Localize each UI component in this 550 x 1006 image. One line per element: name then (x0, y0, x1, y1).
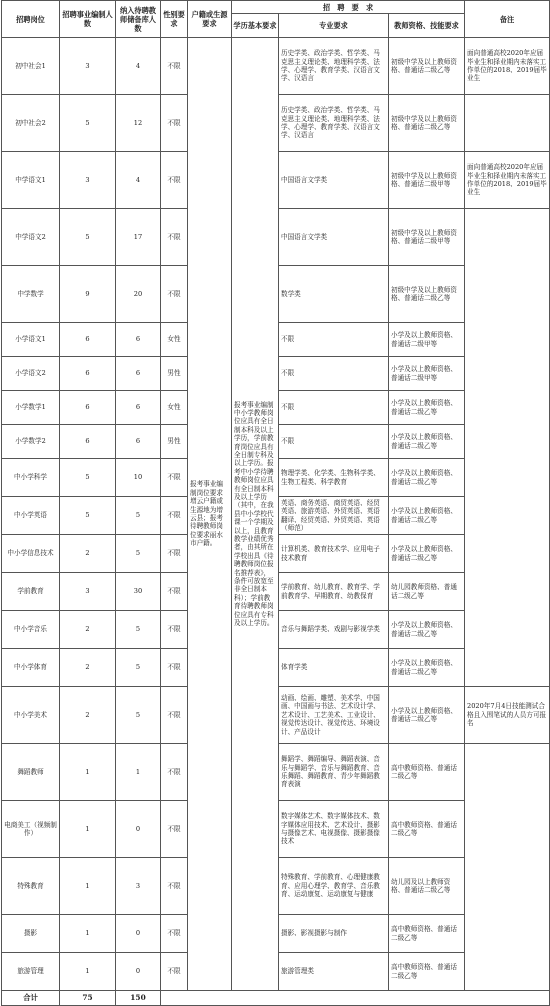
cell-reserve: 5 (116, 611, 161, 649)
cell-cert: 初级中学及以上教师资格、普通话二级乙等 (389, 38, 465, 95)
table-row (2, 38, 550, 95)
header-gender: 性别要求 (161, 1, 188, 38)
cell-major: 旅游管理类 (279, 953, 389, 991)
cell-quota: 5 (60, 209, 116, 266)
cell-quota: 3 (60, 38, 116, 95)
cell-quota: 3 (60, 152, 116, 209)
header-hukou: 户籍或生源要求 (188, 1, 232, 38)
cell-major: 计算机类、教育技术学、应用电子技术教育 (279, 535, 389, 573)
cell-post: 旅游管理 (2, 953, 60, 991)
cell-education-requirement: 报考事业编制中小学教师岗位应具有全日制本科及以上学历，学前教育岗位应具有全日制专科及以上学历。报考中小学待聘教师岗位应具有全日制本科及以上学历（其中，在我县中小学校代课一个学期及以上，且教育教学业绩优秀者，由其所在学校出具《待聘教师岗位报名推荐表》，条件可放宽至非全日制本科）；学前教育待聘教师岗位应具有专科及以上学历。 (232, 38, 279, 991)
cell-post: 中小学美术 (2, 687, 60, 744)
cell-cert: 小学及以上教师资格、普通话二级乙等 (389, 391, 465, 425)
total-reserve: 150 (116, 991, 161, 1006)
cell-quota: 5 (60, 95, 116, 152)
cell-major: 数学类 (279, 266, 389, 323)
cell-reserve: 1 (116, 744, 161, 801)
cell-gender: 不限 (161, 744, 188, 801)
cell-major: 不限 (279, 357, 389, 391)
cell-gender: 不限 (161, 858, 188, 915)
cell-post: 小学数学2 (2, 425, 60, 459)
cell-gender: 不限 (161, 801, 188, 858)
cell-reserve: 5 (116, 687, 161, 744)
cell-quota: 1 (60, 858, 116, 915)
cell-major: 舞蹈学、舞蹈编导、舞蹈表演、音乐与舞蹈学、音乐与舞蹈教育、音乐舞蹈、舞蹈教育、青少年舞蹈教育表演 (279, 744, 389, 801)
cell-cert: 小学及以上教师资格、普通话二级乙等 (389, 687, 465, 744)
cell-reserve: 0 (116, 915, 161, 953)
cell-post: 小学语文1 (2, 323, 60, 357)
cell-post: 特殊教育 (2, 858, 60, 915)
cell-quota: 2 (60, 535, 116, 573)
cell-cert: 初级中学及以上教师资格、普通话二级甲等 (389, 209, 465, 266)
cell-post: 初中社会1 (2, 38, 60, 95)
cell-quota: 6 (60, 391, 116, 425)
cell-quota: 1 (60, 953, 116, 991)
cell-post: 中学数学 (2, 266, 60, 323)
cell-note-empty (465, 744, 550, 991)
header-post: 招聘岗位 (2, 1, 60, 38)
cell-post: 小学数学1 (2, 391, 60, 425)
cell-gender: 不限 (161, 152, 188, 209)
cell-quota: 5 (60, 459, 116, 497)
cell-reserve: 4 (116, 152, 161, 209)
cell-gender: 不限 (161, 687, 188, 744)
cell-quota: 6 (60, 323, 116, 357)
header-major: 专业要求 (279, 14, 389, 38)
cell-cert: 高中教师资格、普通话二级乙等 (389, 801, 465, 858)
header-requirements-group: 招 聘 要 求 (232, 1, 465, 14)
cell-post: 中小学体育 (2, 649, 60, 687)
cell-post: 舞蹈教师 (2, 744, 60, 801)
cell-reserve: 6 (116, 323, 161, 357)
cell-major: 英语、商务英语、商贸英语、经贸英语、旅游英语、外贸英语、英语翻译、经贸英语、外贸英语、英语（师范） (279, 497, 389, 535)
cell-note-empty (465, 95, 550, 152)
cell-gender: 不限 (161, 953, 188, 991)
cell-post: 电商美工（视频制作） (2, 801, 60, 858)
cell-quota: 2 (60, 649, 116, 687)
cell-post: 初中社会2 (2, 95, 60, 152)
cell-cert: 幼儿园及以上教师资格、普通话二级乙等 (389, 858, 465, 915)
cell-cert: 小学及以上教师资格、普通话二级乙等 (389, 459, 465, 497)
cell-quota: 1 (60, 915, 116, 953)
cell-major: 摄影、影视摄影与制作 (279, 915, 389, 953)
cell-post: 学前教育 (2, 573, 60, 611)
cell-reserve: 17 (116, 209, 161, 266)
cell-gender: 不限 (161, 649, 188, 687)
cell-cert: 小学及以上教师资格、普通话二级乙等 (389, 649, 465, 687)
total-label: 合计 (2, 991, 60, 1006)
cell-note-empty (465, 209, 550, 687)
cell-major: 中国语言文学类 (279, 209, 389, 266)
cell-gender: 男性 (161, 357, 188, 391)
total-quota: 75 (60, 991, 116, 1006)
cell-gender: 不限 (161, 38, 188, 95)
cell-reserve: 30 (116, 573, 161, 611)
cell-reserve: 12 (116, 95, 161, 152)
cell-reserve: 20 (116, 266, 161, 323)
cell-major: 音乐与舞蹈学类、戏剧与影视学类 (279, 611, 389, 649)
cell-cert: 幼儿园教师资格、普通话二级乙等 (389, 573, 465, 611)
cell-quota: 9 (60, 266, 116, 323)
cell-cert: 高中教师资格、普通话二级乙等 (389, 915, 465, 953)
cell-hukou-requirement: 报考事业编制岗位要求增云户籍或生源地为增云县；报考待聘教师岗位要求丽水市户籍。 (188, 38, 232, 991)
cell-cert: 小学及以上教师资格、普通话二级乙等 (389, 497, 465, 535)
cell-gender: 女性 (161, 323, 188, 357)
cell-quota: 1 (60, 801, 116, 858)
cell-reserve: 0 (116, 953, 161, 991)
cell-major: 学前教育、幼儿教育、教育学、学前教育学、早期教育、幼教保育 (279, 573, 389, 611)
cell-major: 不限 (279, 391, 389, 425)
cell-post: 中小学科学 (2, 459, 60, 497)
cell-reserve: 5 (116, 535, 161, 573)
cell-post: 中学语文2 (2, 209, 60, 266)
cell-major: 特殊教育、学前教育、心理健康教育、应用心理学、教育学、音乐教育、运动康复、运动康复与健康 (279, 858, 389, 915)
header-quota: 招聘事业编制人数 (60, 1, 116, 38)
cell-post: 摄影 (2, 915, 60, 953)
cell-cert: 小学及以上教师资格、普通话二级乙等 (389, 425, 465, 459)
cell-quota: 3 (60, 573, 116, 611)
cell-post: 中学语文1 (2, 152, 60, 209)
cell-gender: 不限 (161, 611, 188, 649)
cell-cert: 初级中学及以上教师资格、普通话二级乙等 (389, 266, 465, 323)
cell-cert: 小学及以上教师资格、普通话二级乙等 (389, 611, 465, 649)
recruitment-table (1, 0, 550, 1006)
cell-gender: 女性 (161, 391, 188, 425)
cell-quota: 1 (60, 744, 116, 801)
header-cert: 教师资格、技能要求 (389, 14, 465, 38)
cell-gender: 不限 (161, 497, 188, 535)
cell-major: 动画、绘画、雕塑、美术学、中国画、中国画与书法、艺术设计学、艺术设计、工艺美术、工业设计、视觉传达设计、视觉传达、环境设计、产品设计 (279, 687, 389, 744)
cell-quota: 6 (60, 425, 116, 459)
cell-reserve: 3 (116, 858, 161, 915)
cell-cert: 初级中学及以上教师资格、普通话二级甲等 (389, 152, 465, 209)
cell-gender: 不限 (161, 535, 188, 573)
cell-quota: 5 (60, 497, 116, 535)
cell-quota: 6 (60, 357, 116, 391)
cell-cert: 初级中学及以上教师资格、普通话二级乙等 (389, 95, 465, 152)
cell-major: 历史学类、政治学类、哲学类、马克思主义理论类、地理科学类、法学、心理学、教育学类、汉语言文学、汉语言 (279, 95, 389, 152)
cell-gender: 不限 (161, 266, 188, 323)
cell-cert: 高中教师资格、普通话二级乙等 (389, 744, 465, 801)
cell-post: 中小学信息技术 (2, 535, 60, 573)
cell-major: 不限 (279, 425, 389, 459)
cell-gender: 不限 (161, 209, 188, 266)
cell-reserve: 0 (116, 801, 161, 858)
total-row (2, 991, 550, 1006)
cell-note: 面向普通高校2020年应届毕业生和择业期内未落实工作单位的2018、2019届毕业生 (465, 152, 550, 209)
total-filler (161, 991, 550, 1006)
cell-cert: 小学及以上教师资格、普通话二级乙等 (389, 535, 465, 573)
cell-cert: 小学及以上教师资格、普通话二级甲等 (389, 323, 465, 357)
cell-quota: 2 (60, 611, 116, 649)
cell-major: 不限 (279, 323, 389, 357)
cell-reserve: 5 (116, 497, 161, 535)
cell-reserve: 10 (116, 459, 161, 497)
cell-major: 物理学类、化学类、生物科学类、生物工程类、科学教育 (279, 459, 389, 497)
cell-gender: 不限 (161, 573, 188, 611)
cell-gender: 不限 (161, 915, 188, 953)
table-body (2, 38, 550, 1006)
cell-reserve: 4 (116, 38, 161, 95)
cell-cert: 高中教师资格、普通话二级乙等 (389, 953, 465, 991)
cell-gender: 不限 (161, 95, 188, 152)
cell-reserve: 5 (116, 649, 161, 687)
cell-post: 中小学英语 (2, 497, 60, 535)
cell-reserve: 6 (116, 391, 161, 425)
cell-post: 小学语文2 (2, 357, 60, 391)
cell-reserve: 6 (116, 357, 161, 391)
cell-quota: 2 (60, 687, 116, 744)
cell-major: 历史学类、政治学类、哲学类、马克思主义理论类、地理科学类、法学、心理学、教育学类、汉语言文学、汉语言 (279, 38, 389, 95)
cell-major: 中国语言文学类 (279, 152, 389, 209)
cell-gender: 男性 (161, 425, 188, 459)
cell-cert: 小学及以上教师资格、普通话二级甲等 (389, 357, 465, 391)
header-education: 学历基本要求 (232, 14, 279, 38)
cell-reserve: 6 (116, 425, 161, 459)
header-note: 备注 (465, 1, 550, 38)
cell-major: 数字媒体艺术、数字媒体技术、数字媒体应用技术、艺术设计、摄影与摄像艺术、电视摄像、摄影摄像技术 (279, 801, 389, 858)
cell-note: 面向普通高校2020年应届毕业生和择业期内未落实工作单位的2018、2019届毕业生 (465, 38, 550, 95)
cell-major: 体育学类 (279, 649, 389, 687)
cell-post: 中小学音乐 (2, 611, 60, 649)
cell-gender: 不限 (161, 459, 188, 497)
cell-note: 2020年7月4日技能测试合格且入围笔试的人员方可报名 (465, 687, 550, 744)
header-reserve: 纳入待聘教师储备库人数 (116, 1, 161, 38)
